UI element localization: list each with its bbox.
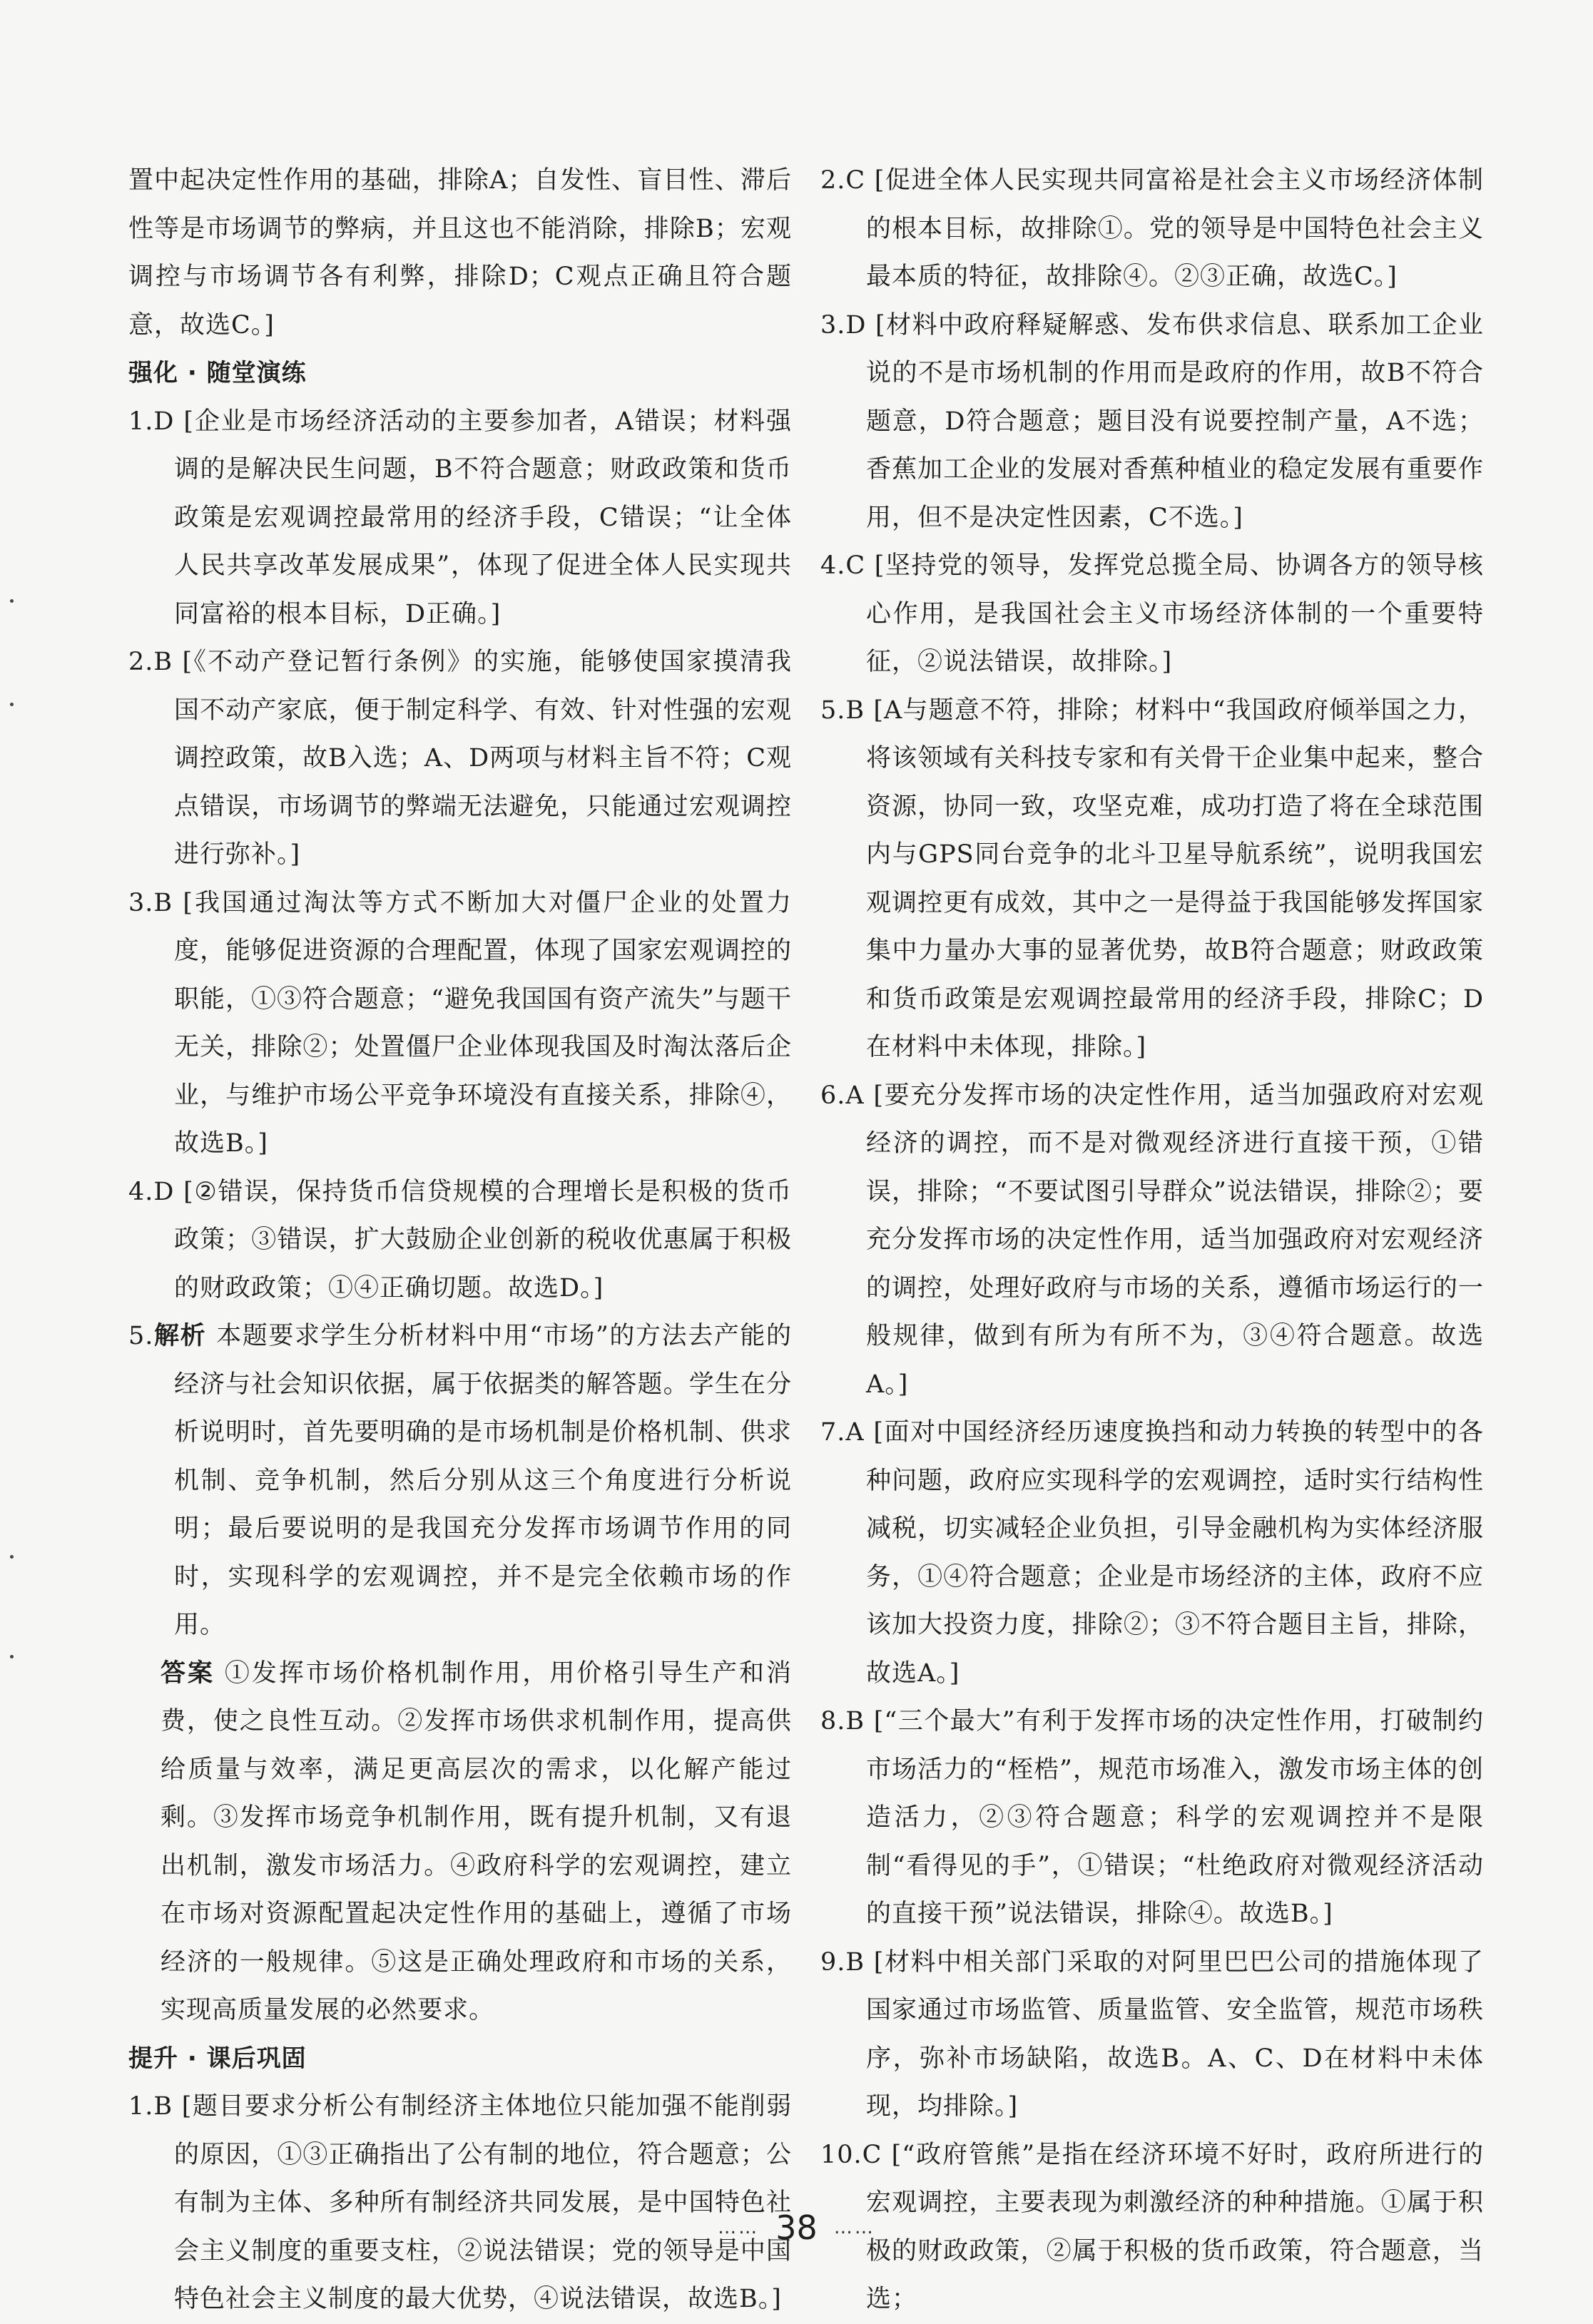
answer-item: 1.B [题目要求分析公有制经济主体地位只能加强不能削弱的原因，①③正确指出了公有制的地位，符合题意；公有制为主体、多种所有制经济共同发展，是中国特色社会主义制度的重要支柱，②说法错误；党的领导是中国特色社会主义制度的最大优势，④说法错误，故选B。] <box>128 2092 792 2313</box>
left-column <box>128 157 792 2324</box>
analysis-text: 本题要求学生分析材料中用“市场”的方法去产能的经济与社会知识依据，属于依据类的解答题。学生在分析说明时，首先要明确的是市场机制是价格机制、供求机制、竞争机制，然后分别从这三个角度进行分析说明；最后要说明的是我国充分发挥市场调节作用的同时，实现科学的宏观调控，并不是完全依赖市场的作用。 <box>174 1322 792 1639</box>
section-heading-in-class-practice: 强化 · 随堂演练 <box>128 359 307 387</box>
answer-item: 1.D [企业是市场经济活动的主要参加者，A错误；材料强调的是解决民生问题，B不符合题意；财政政策和货币政策是宏观调控最常用的经济手段，C错误；“让全体人民共享改革发展成果”，体现了促进全体人民实现共同富裕的根本目标，D正确。] <box>128 407 792 628</box>
answer-item-analysis <box>128 1313 792 1650</box>
answer-item: 8.B [“三个最大”有利于发挥市场的决定性作用，打破制约市场活力的“桎梏”，规范市场准入，激发市场主体的创造活力，②③符合题意；科学的宏观调控并不是限制“看得见的手”，①错误；“杜绝政府对微观经济活动的直接干预”说法错误，排除④。故选B。] <box>820 1707 1484 1928</box>
scan-speck <box>10 1655 14 1658</box>
answer-item: 9.B [材料中相关部门采取的对阿里巴巴公司的措施体现了国家通过市场监管、质量监管、安全监管，规范市场秩序，弥补市场缺陷，故选B。A、C、D在材料中未体现，均排除。] <box>820 1947 1484 2121</box>
scan-speck <box>10 599 14 603</box>
page-footer <box>0 2208 1593 2247</box>
footer-dots-left: …… <box>718 2217 760 2238</box>
answer-item: 4.D [②错误，保持货币信贷规模的合理增长是积极的货币政策；③错误，扩大鼓励企业创新的税收优惠属于积极的财政政策；①④正确切题。故选D。] <box>128 1177 792 1303</box>
answer-item: 7.A [面对中国经济经历速度换挡和动力转换的转型中的各种问题，政府应实现科学的宏观调控，适时实行结构性减税，切实减轻企业负担，引导金融机构为实体经济服务，①④符合题意；企业是市场经济的主体，政府不应该加大投资力度，排除②；③不符合题目主旨，排除，故选A。] <box>820 1418 1484 1688</box>
page-number: 38 <box>775 2208 818 2247</box>
answer-item: 5.B [A与题意不符，排除；材料中“我国政府倾举国之力，将该领域有关科技专家和有关骨干企业集中起来，整合资源，协同一致，攻坚克难，成功打造了将在全球范围内与GPS同台竞争的北斗卫星导航系统”，说明我国宏观调控更有成效，其中之一是得益于我国能够发挥国家集中力量办大事的显著优势，故B符合题意；财政政策和货币政策是宏观调控最常用的经济手段，排除C；D在材料中未体现，排除。] <box>820 695 1484 1061</box>
left-intro-paragraph: 置中起决定性作用的基础，排除A；自发性、盲目性、滞后性等是市场调节的弊病，并且这也不能消除，排除B；宏观调控与市场调节各有利弊，排除D；C观点正确且符合题意，故选C。] <box>128 166 792 340</box>
item-number: 5. <box>128 1322 154 1350</box>
scan-speck <box>10 1555 14 1559</box>
analysis-label: 解析 <box>153 1322 207 1350</box>
answer-item: 2.C [促进全体人民实现共同富裕是社会主义市场经济体制的根本目标，故排除①。党的领导是中国特色社会主义最本质的特征，故排除④。②③正确，故选C。] <box>820 166 1484 291</box>
answer-text: ①发挥市场价格机制作用，用价格引导生产和消费，使之良性互动。②发挥市场供求机制作用，提高供给质量与效率，满足更高层次的需求，以化解产能过剩。③发挥市场竞争机制作用，既有提升机制，又有退出机制，激发市场活力。④政府科学的宏观调控，建立在市场对资源配置起决定性作用的基础上，遵循了市场经济的一般规律。⑤这是正确处理政府和市场的关系，实现高质量发展的必然要求。 <box>161 1658 792 2024</box>
answer-block <box>128 1650 792 2035</box>
answer-label: 答案 <box>161 1658 215 1688</box>
answer-item: 4.C [坚持党的领导，发挥党总揽全局、协调各方的领导核心作用，是我国社会主义市场经济体制的一个重要特征，②说法错误，故排除。] <box>820 551 1484 676</box>
answer-item: 3.B [我国通过淘汰等方式不断加大对僵尸企业的处置力度，能够促进资源的合理配置，体现了国家宏观调控的职能，①③符合题意；“避免我国国有资产流失”与题干无关，排除②；处置僵尸企业体现我国及时淘汰落后企业，与维护市场公平竞争环境没有直接关系，排除④，故选B。] <box>128 888 792 1158</box>
right-column <box>820 157 1484 2324</box>
section-heading-after-class: 提升 · 课后巩固 <box>128 2044 307 2073</box>
scan-speck <box>10 703 14 706</box>
footer-dots-right: …… <box>833 2217 875 2238</box>
answer-item: 10.C [“政府管熊”是指在经济环境不好时，政府所进行的宏观调控，主要表现为刺激经济的种种措施。①属于积极的财政政策，②属于积极的货币政策，符合题意，当选； <box>820 2140 1484 2313</box>
answer-item: 6.A [要充分发挥市场的决定性作用，适当加强政府对宏观经济的调控，而不是对微观经济进行直接干预，①错误，排除；“不要试图引导群众”说法错误，排除②；要充分发挥市场的决定性作用，适当加强政府对宏观经济的调控，处理好政府与市场的关系，遵循市场运行的一般规律，做到有所为有所不为，③④符合题意。故选A。] <box>820 1081 1484 1399</box>
answer-item: 2.B [《不动产登记暂行条例》的实施，能够使国家摸清我国不动产家底，便于制定科学、有效、针对性强的宏观调控政策，故B入选；A、D两项与材料主旨不符；C观点错误，市场调节的弊端无法避免，只能通过宏观调控进行弥补。] <box>128 648 792 869</box>
answer-item: 3.D [材料中政府释疑解惑、发布供求信息、联系加工企业说的不是市场机制的作用而是政府的作用，故B不符合题意，D符合题意；题目没有说要控制产量，A不选；香蕉加工企业的发展对香蕉种植业的稳定发展有重要作用，但不是决定性因素，C不选。] <box>820 310 1484 532</box>
